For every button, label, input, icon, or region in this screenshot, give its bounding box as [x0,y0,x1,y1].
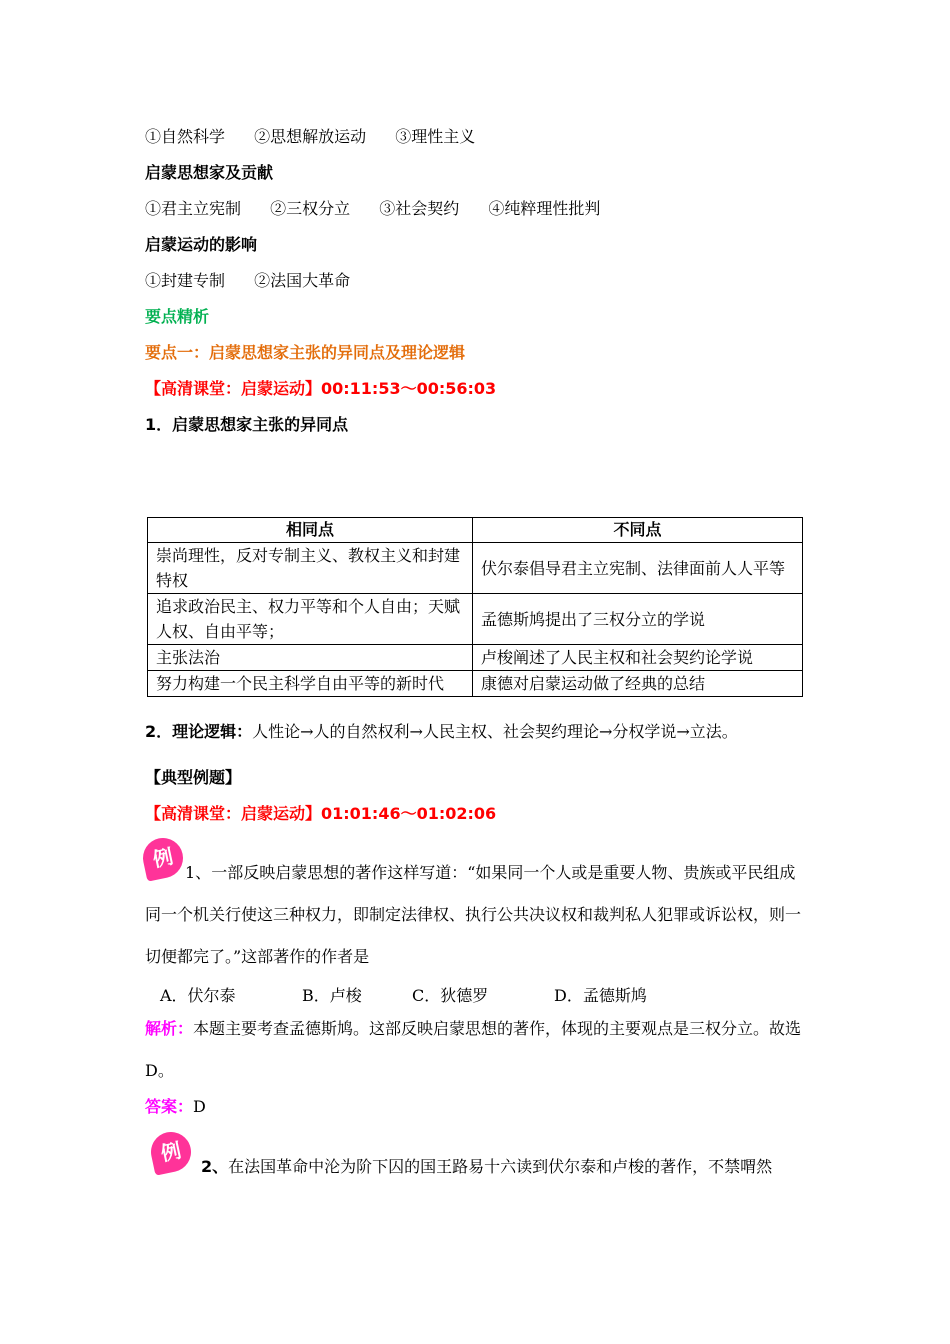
analysis-1 [145,1008,807,1092]
point-1-title: 要点一：启蒙思想家主张的异同点及理论逻辑 [145,343,466,362]
question-text: 在法国革命中沦为阶下囚的国王路易十六读到伏尔泰和卢梭的著作，不禁喟然 [228,1157,773,1176]
table-cell: 崇尚理性，反对专制主义、教权主义和封建特权 [148,543,473,594]
question-1 [145,852,807,978]
question-number: 1、 [185,863,212,882]
answer-value: D [193,1097,206,1116]
heading-influence: 启蒙运动的影响 [145,235,258,254]
course-link-2[interactable]: 【高清课堂：启蒙运动】01:01:46～01:02:06 [145,804,497,823]
option-c[interactable]: C．狄德罗 [412,986,489,1005]
question-number: 2、 [201,1157,229,1176]
comparison-table [147,517,803,697]
subheading-1: 1．启蒙思想家主张的异同点 [145,415,349,434]
theory-logic-text: 人性论→人的自然权利→人民主权、社会契约理论→分权学说→立法。 [252,722,738,741]
table-row [148,645,803,671]
item: ③理性主义 [395,127,476,146]
table-row [148,594,803,645]
column-header: 相同点 [148,518,473,543]
theory-logic-label: 2．理论逻辑： [145,722,253,741]
examples-heading: 【典型例题】 [145,768,242,787]
theory-logic [145,722,738,742]
item: ①君主立宪制 [145,199,242,218]
table-row [148,543,803,594]
table-cell: 卢梭阐述了人民主权和社会契约论学说 [473,645,803,671]
answer-1 [145,1097,206,1117]
heading-thinkers: 启蒙思想家及贡献 [145,163,274,182]
question-1-options [160,983,647,1006]
option-b[interactable]: B．卢梭 [302,986,362,1005]
answer-label: 答案： [145,1097,194,1116]
example-badge-icon: 例 [139,834,186,881]
item: ②法国大革命 [254,271,351,290]
table-header-row [148,518,803,543]
intro-items-1 [145,127,499,147]
item: ②思想解放运动 [254,127,367,146]
table-cell: 孟德斯鸠提出了三权分立的学说 [473,594,803,645]
table-row [148,671,803,697]
option-a[interactable]: A．伏尔泰 [160,986,236,1005]
section-title: 要点精析 [145,307,210,326]
item: ④纯粹理性批判 [488,199,601,218]
table-cell: 主张法治 [148,645,473,671]
item: ①封建专制 [145,271,226,290]
course-link-1[interactable]: 【高清课堂：启蒙运动】00:11:53～00:56:03 [145,379,497,398]
question-2 [145,1157,807,1177]
table-cell: 康德对启蒙运动做了经典的总结 [473,671,803,697]
item: ②三权分立 [270,199,351,218]
item: ③社会契约 [379,199,460,218]
column-header: 不同点 [473,518,803,543]
analysis-label: 解析： [145,1019,194,1038]
table-cell: 追求政治民主、权力平等和个人自由；天赋人权、自由平等； [148,594,473,645]
question-text: 一部反映启蒙思想的著作这样写道：“如果同一个人或是重要人物、贵族或平民组成同一个机关行使这三种权力，即制定法律权、执行公共决议权和裁判私人犯罪或诉讼权，则一切便都完了。”这部著作的作者是 [145,863,802,966]
intro-items-2 [145,199,624,219]
intro-items-3 [145,271,374,291]
item: ①自然科学 [145,127,226,146]
table-cell: 伏尔泰倡导君主立宪制、法律面前人人平等 [473,543,803,594]
example-badge-icon: 例 [147,1128,194,1175]
analysis-text: 本题主要考查孟德斯鸠。这部反映启蒙思想的著作，体现的主要观点是三权分立。故选D。 [145,1019,802,1080]
table-cell: 努力构建一个民主科学自由平等的新时代 [148,671,473,697]
option-d[interactable]: D．孟德斯鸠 [554,986,647,1005]
